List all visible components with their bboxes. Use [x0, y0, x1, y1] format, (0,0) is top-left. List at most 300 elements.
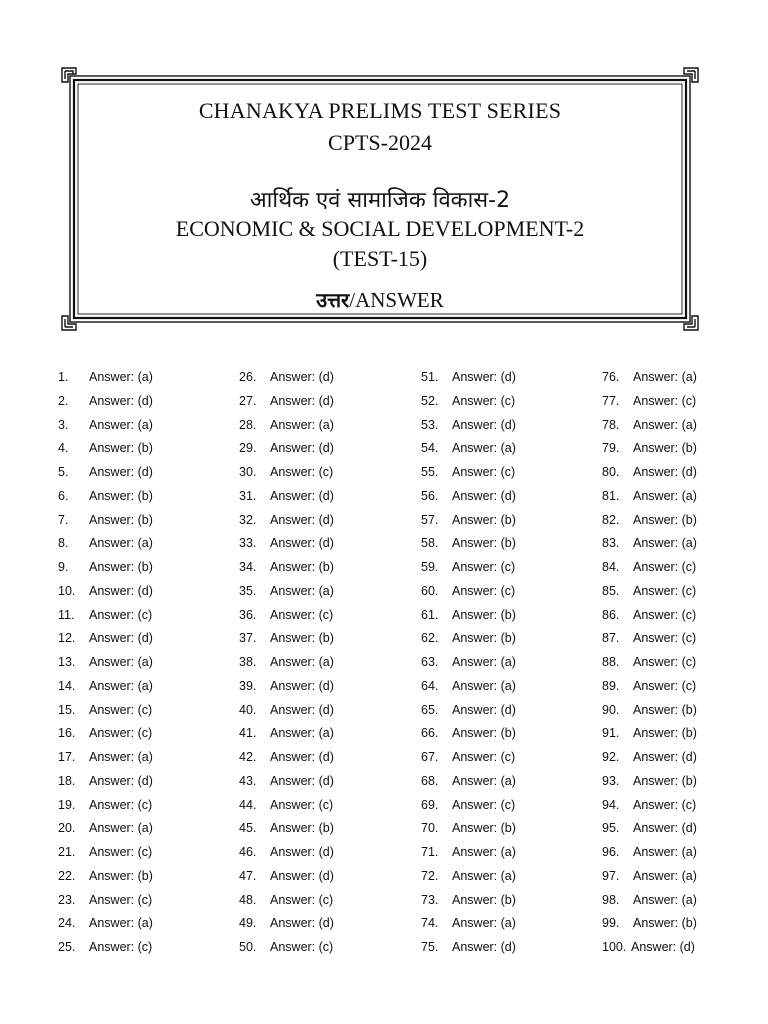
answer-row [58, 936, 228, 960]
question-number: 25. [58, 940, 76, 954]
answer-value: Answer: (a) [89, 678, 153, 693]
answer-value: Answer: (b) [633, 916, 697, 931]
question-number: 93. [602, 773, 620, 788]
answer-row [602, 651, 768, 675]
answer-value: Answer: (a) [89, 536, 153, 551]
question-number: 40. [239, 702, 257, 717]
answer-value: Answer: (c) [270, 607, 334, 622]
answer-value: Answer: (a) [452, 678, 516, 693]
question-number: 23. [58, 892, 76, 907]
answer-value: Answer: (d) [270, 512, 334, 527]
answer-value: Answer: (d) [452, 417, 516, 432]
answer-row [239, 580, 409, 604]
answer-value: Answer: (c) [633, 393, 697, 408]
answer-row [602, 509, 768, 533]
answer-heading [60, 286, 700, 313]
answer-value: Answer: (c) [633, 655, 697, 669]
answer-value: Answer: (c) [452, 583, 516, 598]
answer-value: Answer: (c) [89, 797, 153, 812]
question-number: 97. [602, 868, 620, 883]
question-number: 55. [421, 465, 439, 479]
answer-row [602, 794, 768, 818]
answer-row [421, 936, 591, 960]
answer-row [421, 865, 591, 889]
answer-value: Answer: (d) [270, 702, 334, 717]
answer-value: Answer: (a) [89, 370, 153, 384]
answer-row [58, 604, 228, 628]
answer-value: Answer: (b) [270, 821, 334, 836]
answer-row [239, 627, 409, 651]
question-number: 12. [58, 631, 76, 646]
answer-row [239, 556, 409, 580]
answer-value: Answer: (b) [452, 512, 516, 527]
answer-value: Answer: (c) [89, 607, 153, 622]
answer-row [421, 699, 591, 723]
question-number: 81. [602, 488, 620, 503]
answer-row [58, 651, 228, 675]
answer-row [602, 532, 768, 556]
answer-row [421, 390, 591, 414]
question-number: 17. [58, 750, 76, 764]
question-number: 15. [58, 702, 76, 717]
answer-row [421, 722, 591, 746]
answer-row [602, 770, 768, 794]
answer-value: Answer: (a) [89, 655, 153, 669]
answer-row [602, 841, 768, 865]
answer-value: Answer: (d) [270, 488, 334, 503]
question-number: 95. [602, 821, 620, 836]
answer-value: Answer: (c) [89, 845, 153, 859]
question-number: 44. [239, 797, 257, 812]
answer-value: Answer: (d) [89, 465, 153, 479]
question-number: 6. [58, 488, 69, 503]
answer-value: Answer: (a) [270, 726, 334, 741]
answer-row [421, 627, 591, 651]
answer-row [239, 532, 409, 556]
question-number: 34. [239, 560, 257, 574]
question-number: 54. [421, 441, 439, 456]
answer-value: Answer: (a) [633, 892, 697, 907]
question-number: 24. [58, 916, 76, 931]
question-number: 20. [58, 821, 76, 836]
answer-value: Answer: (d) [633, 465, 697, 479]
question-number: 27. [239, 393, 257, 408]
answer-row [421, 461, 591, 485]
question-number: 70. [421, 821, 439, 836]
question-number: 13. [58, 655, 76, 669]
answer-row [58, 556, 228, 580]
answer-row [421, 437, 591, 461]
answer-value: Answer: (a) [633, 417, 697, 432]
question-number: 8. [58, 536, 69, 551]
answer-heading-hindi: उत्तर [316, 288, 350, 312]
question-number: 4. [58, 441, 69, 456]
answer-value: Answer: (c) [89, 892, 153, 907]
answer-value: Answer: (d) [270, 773, 334, 788]
answer-row [58, 865, 228, 889]
answer-row [239, 936, 409, 960]
answer-row [239, 794, 409, 818]
question-number: 79. [602, 441, 620, 456]
answer-value: Answer: (a) [89, 750, 153, 764]
answer-value: Answer: (c) [633, 797, 697, 812]
answer-row [239, 461, 409, 485]
question-number: 37. [239, 631, 257, 646]
answer-value: Answer: (d) [89, 631, 153, 646]
answer-row [239, 699, 409, 723]
answer-value: Answer: (d) [89, 773, 153, 788]
answer-value: Answer: (d) [89, 393, 153, 408]
answer-value: Answer: (a) [89, 916, 153, 931]
question-number: 39. [239, 678, 257, 693]
answer-value: Answer: (d) [452, 940, 516, 954]
question-number: 74. [421, 916, 439, 931]
question-number: 18. [58, 773, 76, 788]
answer-value: Answer: (a) [633, 536, 697, 551]
answer-row [602, 366, 768, 390]
answer-row [58, 580, 228, 604]
answer-value: Answer: (b) [270, 560, 334, 574]
question-number: 32. [239, 512, 257, 527]
answer-value: Answer: (c) [633, 607, 697, 622]
answer-value: Answer: (b) [89, 560, 153, 574]
question-number: 91. [602, 726, 620, 741]
answer-row [58, 817, 228, 841]
answer-row [421, 604, 591, 628]
question-number: 57. [421, 512, 439, 527]
question-number: 38. [239, 655, 257, 669]
question-number: 22. [58, 868, 76, 883]
answer-value: Answer: (a) [633, 488, 697, 503]
question-number: 66. [421, 726, 439, 741]
answer-value: Answer: (d) [89, 583, 153, 598]
question-number: 61. [421, 607, 439, 622]
answer-row [58, 746, 228, 770]
question-number: 52. [421, 393, 439, 408]
answer-row [602, 437, 768, 461]
answer-row [239, 675, 409, 699]
subject-title-hindi: आर्थिक एवं सामाजिक विकास-2 [249, 188, 511, 213]
question-number: 35. [239, 583, 257, 598]
question-number: 50. [239, 940, 257, 954]
question-number: 30. [239, 465, 257, 479]
answer-value: Answer: (a) [452, 773, 516, 788]
answer-row [421, 794, 591, 818]
answer-value: Answer: (d) [452, 488, 516, 503]
question-number: 69. [421, 797, 439, 812]
question-number: 7. [58, 512, 69, 527]
answer-row [239, 651, 409, 675]
answer-value: Answer: (c) [452, 393, 516, 408]
answer-value: Answer: (b) [89, 488, 153, 503]
answer-value: Answer: (a) [633, 868, 697, 883]
answer-row [421, 651, 591, 675]
answer-row [602, 746, 768, 770]
answer-value: Answer: (b) [452, 607, 516, 622]
answer-row [239, 817, 409, 841]
question-number: 53. [421, 417, 439, 432]
question-number: 33. [239, 536, 257, 551]
question-number: 19. [58, 797, 76, 812]
answer-row [239, 366, 409, 390]
answer-column [58, 366, 228, 960]
answer-value: Answer: (a) [452, 655, 516, 669]
question-number: 64. [421, 678, 439, 693]
question-number: 76. [602, 370, 620, 384]
answer-row [239, 746, 409, 770]
answer-value: Answer: (c) [270, 892, 334, 907]
question-number: 10. [58, 583, 76, 598]
answer-row [58, 770, 228, 794]
answer-value: Answer: (c) [633, 631, 697, 646]
answer-value: Answer: (c) [452, 750, 516, 764]
answer-row [239, 889, 409, 913]
answer-value: Answer: (d) [270, 393, 334, 408]
answer-row [239, 865, 409, 889]
answer-row [58, 532, 228, 556]
question-number: 46. [239, 845, 257, 859]
question-number: 88. [602, 655, 620, 669]
answer-value: Answer: (a) [452, 868, 516, 883]
question-number: 92. [602, 750, 620, 764]
answer-value: Answer: (c) [452, 465, 516, 479]
question-number: 73. [421, 892, 439, 907]
series-title: CHANAKYA PRELIMS TEST SERIES [198, 98, 562, 123]
answer-row [602, 865, 768, 889]
answer-value: Answer: (a) [89, 417, 153, 432]
answer-row [421, 675, 591, 699]
answer-value: Answer: (c) [89, 940, 153, 954]
question-number: 28. [239, 417, 257, 432]
answer-value: Answer: (d) [631, 940, 695, 954]
question-number: 82. [602, 512, 620, 527]
answer-column [421, 366, 591, 960]
answer-value: Answer: (b) [452, 726, 516, 741]
answer-value: Answer: (c) [633, 583, 697, 598]
question-number: 21. [58, 845, 76, 859]
answer-row [421, 889, 591, 913]
answer-value: Answer: (a) [270, 655, 334, 669]
test-number: (TEST-15) [332, 246, 428, 271]
answer-row [58, 699, 228, 723]
answer-row [602, 817, 768, 841]
question-number: 90. [602, 702, 620, 717]
answer-heading-english: /ANSWER [349, 288, 444, 312]
answer-row [239, 770, 409, 794]
answer-row [421, 746, 591, 770]
answer-row [602, 414, 768, 438]
answer-value: Answer: (b) [633, 512, 697, 527]
answer-row [58, 912, 228, 936]
question-number: 86. [602, 607, 620, 622]
answer-row [421, 580, 591, 604]
answer-row [239, 841, 409, 865]
answer-row [58, 627, 228, 651]
answer-row [602, 604, 768, 628]
question-number: 94. [602, 797, 620, 812]
answer-row [239, 437, 409, 461]
answer-value: Answer: (d) [270, 750, 334, 764]
answer-value: Answer: (a) [633, 370, 697, 384]
answer-value: Answer: (c) [89, 726, 153, 741]
answer-row [58, 509, 228, 533]
answer-key [58, 366, 718, 962]
question-number: 83. [602, 536, 620, 551]
answer-value: Answer: (d) [270, 678, 334, 693]
answer-row [58, 722, 228, 746]
answer-value: Answer: (b) [452, 892, 516, 907]
question-number: 26. [239, 370, 257, 384]
answer-row [421, 556, 591, 580]
answer-row [239, 722, 409, 746]
question-number: 45. [239, 821, 257, 836]
answer-value: Answer: (d) [270, 536, 334, 551]
answer-row [239, 414, 409, 438]
answer-value: Answer: (d) [452, 702, 516, 717]
question-number: 36. [239, 607, 257, 622]
answer-value: Answer: (b) [89, 868, 153, 883]
subject-title-english: ECONOMIC & SOCIAL DEVELOPMENT-2 [175, 216, 585, 241]
question-number: 47. [239, 868, 257, 883]
answer-value: Answer: (a) [270, 417, 334, 432]
answer-row [602, 627, 768, 651]
question-number: 11. [58, 607, 75, 622]
series-code: CPTS-2024 [328, 130, 432, 155]
answer-row [421, 532, 591, 556]
answer-value: Answer: (b) [452, 536, 516, 551]
answer-value: Answer: (d) [270, 845, 334, 859]
question-number: 58. [421, 536, 439, 551]
answer-value: Answer: (b) [89, 512, 153, 527]
answer-row [602, 556, 768, 580]
answer-row [239, 912, 409, 936]
answer-value: Answer: (d) [270, 441, 334, 456]
answer-value: Answer: (c) [452, 797, 516, 812]
question-number: 75. [421, 940, 439, 954]
question-number: 87. [602, 631, 620, 646]
question-number: 42. [239, 750, 257, 764]
answer-row [421, 509, 591, 533]
answer-value: Answer: (b) [452, 821, 516, 836]
answer-value: Answer: (c) [270, 940, 334, 954]
question-number: 99. [602, 916, 620, 931]
answer-value: Answer: (c) [633, 560, 697, 574]
question-number: 41. [239, 726, 257, 741]
answer-column [602, 366, 768, 960]
answer-row [602, 722, 768, 746]
answer-value: Answer: (d) [270, 916, 334, 931]
answer-value: Answer: (b) [633, 773, 697, 788]
answer-value: Answer: (c) [89, 702, 153, 717]
answer-row [239, 604, 409, 628]
answer-row [58, 675, 228, 699]
answer-value: Answer: (b) [452, 631, 516, 646]
answer-row [58, 390, 228, 414]
question-number: 49. [239, 916, 257, 931]
answer-row [421, 841, 591, 865]
question-number: 67. [421, 750, 439, 764]
question-number: 96. [602, 845, 620, 859]
question-number: 31. [239, 488, 257, 503]
question-number: 72. [421, 868, 439, 883]
question-number: 16. [58, 726, 76, 741]
answer-row [58, 414, 228, 438]
answer-value: Answer: (c) [270, 465, 334, 479]
question-number: 100. [602, 940, 627, 954]
answer-row [421, 912, 591, 936]
question-number: 43. [239, 773, 257, 788]
answer-row [421, 414, 591, 438]
question-number: 59. [421, 560, 439, 574]
answer-row [421, 817, 591, 841]
question-number: 56. [421, 488, 439, 503]
question-number: 68. [421, 773, 439, 788]
answer-row [58, 485, 228, 509]
answer-row [421, 770, 591, 794]
answer-row [602, 390, 768, 414]
question-number: 89. [602, 678, 620, 693]
answer-row [58, 794, 228, 818]
question-number: 51. [421, 370, 439, 384]
answer-row [602, 889, 768, 913]
answer-value: Answer: (d) [633, 750, 697, 764]
answer-value: Answer: (b) [633, 702, 697, 717]
answer-value: Answer: (a) [452, 845, 516, 859]
question-number: 80. [602, 465, 620, 479]
answer-row [58, 461, 228, 485]
question-number: 5. [58, 465, 69, 479]
answer-value: Answer: (b) [633, 441, 697, 456]
answer-row [602, 699, 768, 723]
question-number: 9. [58, 560, 69, 574]
answer-row [602, 485, 768, 509]
answer-row [239, 485, 409, 509]
answer-value: Answer: (a) [452, 441, 516, 456]
answer-row [602, 675, 768, 699]
answer-column [239, 366, 409, 960]
answer-row [421, 366, 591, 390]
question-number: 29. [239, 441, 257, 456]
answer-row [58, 437, 228, 461]
answer-row [58, 841, 228, 865]
answer-row [602, 936, 768, 960]
question-number: 3. [58, 417, 69, 432]
answer-row [58, 889, 228, 913]
answer-value: Answer: (b) [89, 441, 153, 456]
answer-value: Answer: (c) [633, 678, 697, 693]
answer-value: Answer: (a) [270, 583, 334, 598]
answer-value: Answer: (c) [270, 797, 334, 812]
question-number: 71. [421, 845, 439, 859]
answer-value: Answer: (c) [452, 560, 516, 574]
question-number: 14. [58, 678, 76, 693]
question-number: 98. [602, 892, 620, 907]
answer-value: Answer: (b) [633, 726, 697, 741]
answer-value: Answer: (a) [633, 845, 697, 859]
question-number: 77. [602, 393, 620, 408]
answer-value: Answer: (d) [633, 821, 697, 836]
answer-row [239, 390, 409, 414]
question-number: 60. [421, 583, 439, 598]
question-number: 65. [421, 702, 439, 717]
question-number: 48. [239, 892, 257, 907]
answer-value: Answer: (d) [270, 370, 334, 384]
question-number: 78. [602, 417, 620, 432]
answer-row [602, 580, 768, 604]
answer-value: Answer: (d) [270, 868, 334, 883]
question-number: 84. [602, 560, 620, 574]
answer-row [602, 461, 768, 485]
